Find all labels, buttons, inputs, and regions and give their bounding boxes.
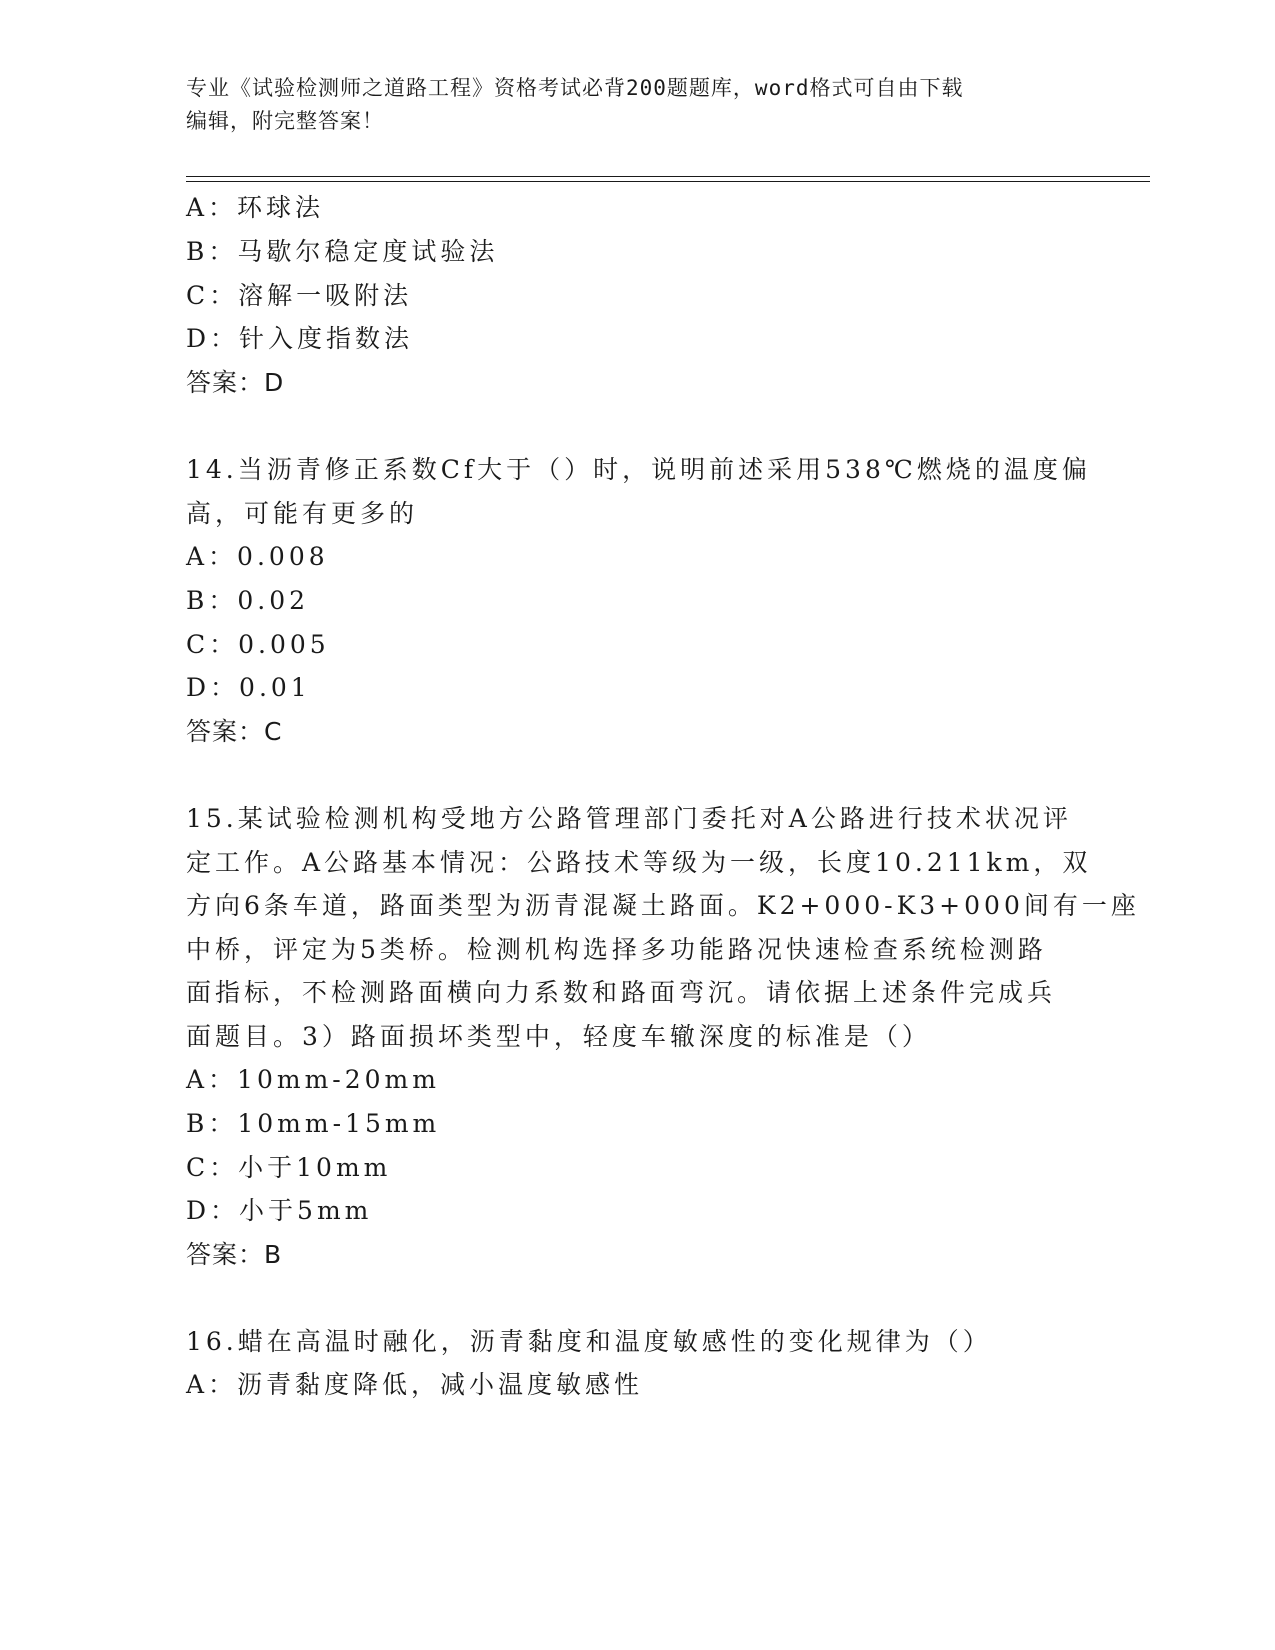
option-b: B：马歇尔稳定度试验法 [186,237,499,266]
question-text-line: 定工作。A公路基本情况：公路技术等级为一级，长度10.211km，双 [186,848,1092,877]
option-a: A：沥青黏度降低，减小温度敏感性 [186,1370,644,1399]
option-c: C：小于10mm [186,1153,392,1182]
page-header [186,72,1086,138]
question-text-line: 15.某试验检测机构受地方公路管理部门委托对A公路进行技术状况评 [186,804,1072,833]
option-b: B：10mm-15mm [186,1109,441,1138]
option-c: C：溶解一吸附法 [186,281,413,310]
header-divider-bottom [186,181,1150,182]
answer: 答案：C [186,717,283,746]
option-d: D：小于5mm [186,1196,373,1225]
option-a: A：0.008 [186,542,329,571]
option-c: C：0.005 [186,630,330,659]
question-text-line: 14.当沥青修正系数Cf大于（）时，说明前述采用538℃燃烧的温度偏 [186,455,1091,484]
option-a: A：10mm-20mm [186,1065,440,1094]
question-text-line: 面指标，不检测路面横向力系数和路面弯沉。请依据上述条件完成兵 [186,978,1057,1007]
header-title-line-1: 专业《试验检测师之道路工程》资格考试必背200题题库，word格式可自由下载 [186,76,964,100]
question-text-line: 面题目。3）路面损坏类型中，轻度车辙深度的标准是（） [186,1022,931,1051]
option-d: D：0.01 [186,673,311,702]
option-d: D：针入度指数法 [186,324,414,353]
answer: 答案：B [186,1240,283,1269]
answer: 答案：D [186,368,285,397]
question-text-line: 方向6条车道，路面类型为沥青混凝土路面。K2+000-K3+000间有一座 [186,891,1140,920]
option-a: A：环球法 [186,193,325,222]
header-divider-top [186,176,1150,177]
option-b: B：0.02 [186,586,310,615]
header-title-line-2: 编辑，附完整答案！ [186,109,384,133]
question-text-line: 高，可能有更多的 [186,499,419,528]
question-text-line: 中桥，评定为5类桥。检测机构选择多功能路况快速检查系统检测路 [186,935,1047,964]
question-text-line: 16.蜡在高温时融化，沥青黏度和温度敏感性的变化规律为（） [186,1327,992,1356]
